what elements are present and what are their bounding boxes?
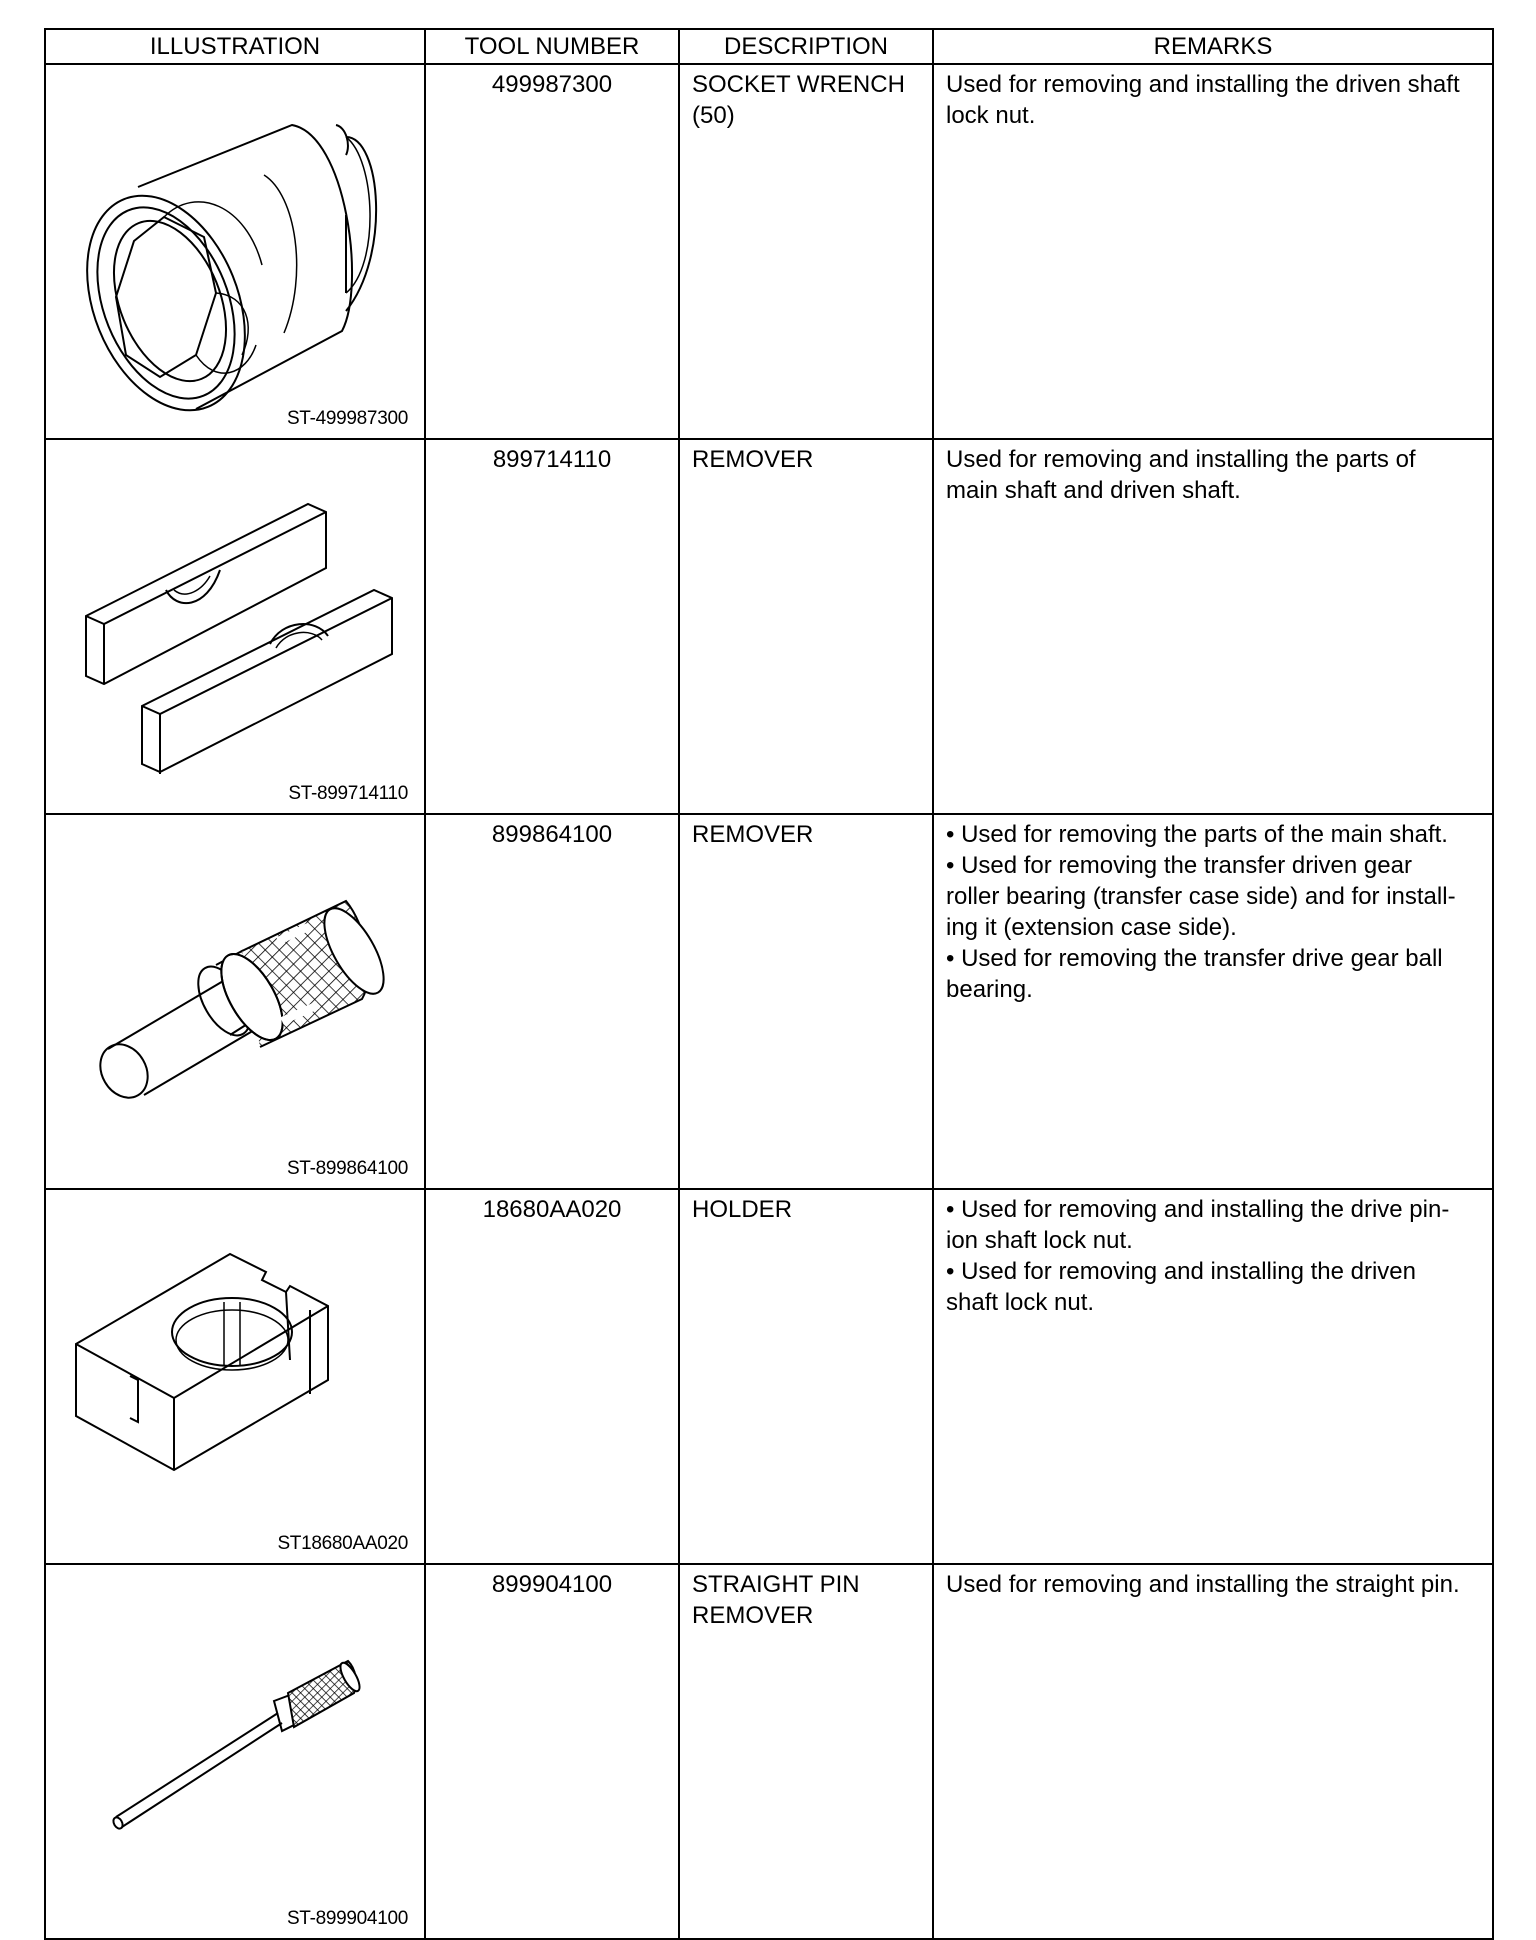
description: REMOVER xyxy=(679,439,933,814)
illustration-cell xyxy=(45,1564,425,1939)
special-tools-table xyxy=(44,28,1494,1940)
tool-number: 899904100 xyxy=(425,1564,679,1939)
remover-blocks-illustration xyxy=(46,440,424,809)
remarks: Used for removing and installing the parts of main shaft and driven shaft. xyxy=(933,439,1493,814)
header-tool-number: TOOL NUMBER xyxy=(425,29,679,64)
remarks: • Used for removing the parts of the main shaft. • Used for removing the transfer driven gear roller bearing (transfer case side) and for install- ing it (extension case side). • Used for removing the transfer drive gear ball bearing. xyxy=(933,814,1493,1189)
table-row xyxy=(45,1189,1493,1564)
remover-pin-illustration xyxy=(46,815,424,1184)
straight-pin-remover-illustration xyxy=(46,1565,424,1934)
illustration-code: ST-499987300 xyxy=(286,408,408,429)
tool-number: 499987300 xyxy=(425,64,679,439)
illustration-code: ST-899904100 xyxy=(286,1908,408,1929)
description: REMOVER xyxy=(679,814,933,1189)
table-row xyxy=(45,439,1493,814)
illustration-cell xyxy=(45,439,425,814)
remarks: Used for removing and installing the straight pin. xyxy=(933,1564,1493,1939)
header-row xyxy=(45,29,1493,64)
description: SOCKET WRENCH (50) xyxy=(679,64,933,439)
illustration-code: ST18680AA020 xyxy=(277,1533,408,1554)
tool-number: 18680AA020 xyxy=(425,1189,679,1564)
illustration-cell xyxy=(45,64,425,439)
header-illustration: ILLUSTRATION xyxy=(45,29,425,64)
header-description: DESCRIPTION xyxy=(679,29,933,64)
header-remarks: REMARKS xyxy=(933,29,1493,64)
socket-wrench-illustration xyxy=(46,65,424,434)
illustration-code: ST-899864100 xyxy=(286,1158,408,1179)
illustration-cell xyxy=(45,1189,425,1564)
remarks: • Used for removing and installing the drive pin- ion shaft lock nut. • Used for removing and installing the driven shaft lock nut. xyxy=(933,1189,1493,1564)
illustration-code: ST-899714110 xyxy=(288,783,408,804)
table-row xyxy=(45,1564,1493,1939)
tool-number: 899714110 xyxy=(425,439,679,814)
holder-illustration xyxy=(46,1190,424,1559)
remarks: Used for removing and installing the driven shaft lock nut. xyxy=(933,64,1493,439)
table-row xyxy=(45,64,1493,439)
illustration-cell xyxy=(45,814,425,1189)
tool-number: 899864100 xyxy=(425,814,679,1189)
description: STRAIGHT PIN REMOVER xyxy=(679,1564,933,1939)
description: HOLDER xyxy=(679,1189,933,1564)
table-row xyxy=(45,814,1493,1189)
